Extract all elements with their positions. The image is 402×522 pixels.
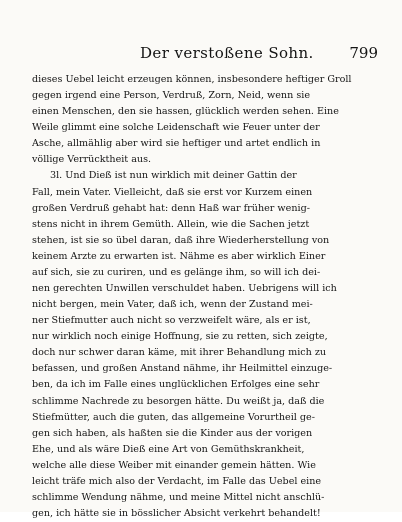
text-line: gen, ich hätte sie in bösslicher Absicht verkehrt behandelt! [32,508,321,520]
paragraph-start-line: 3l. Und Dieß ist nun wirklich mit deiner Gattin der [50,170,297,182]
text-line: einen Menschen, den sie hassen, glücklich werden sehen. Eine [32,106,339,118]
text-line: keinem Arzte zu erwarten ist. Nähme es aber wirklich Einer [32,250,326,262]
text-line: dieses Uebel leicht erzeugen können, insbesondere heftiger Groll [32,74,352,85]
text-line: Weile glimmt eine solche Leidenschaft wie Feuer unter der [32,122,320,134]
text-line: Asche, allmählig aber wird sie heftiger und artet endlich in [32,138,321,150]
text-line: Ehe, und als wäre Dieß eine Art von Gemüthskrankheit, [32,443,305,455]
text-line: welche alle diese Weiber mit einander gemein hätten. Wie [32,459,316,471]
page-header [32,44,378,66]
text-line: Fall, mein Vater. Vielleicht, daß sie erst vor Kurzem einen [32,186,313,198]
page-number: 799 [349,44,378,62]
text-line: ben, da ich im Falle eines unglücklichen Erfolges eine sehr [32,379,320,391]
body-text [32,72,378,522]
text-line: auf sich, sie zu curiren, und es gelänge ihm, so will ich dei- [32,266,321,278]
text-line: nur wirklich noch einige Hoffnung, sie zu retten, sich zeigte, [32,331,328,343]
text-line: Stiefmütter, auch die guten, das allgemeine Vorurtheil ge- [32,411,315,423]
text-line: stens nicht in ihrem Gemüth. Allein, wie die Sachen jetzt [32,218,310,230]
text-line: nicht bergen, mein Vater, daß ich, wenn der Zustand mei- [32,299,313,311]
text-line: nen gerechten Unwillen verschuldet haben. Uebrigens will ich [32,283,337,295]
text-line: großen Verdruß gehabt hat: denn Haß war früher wenig- [32,202,310,214]
text-line: leicht träfe mich also der Verdacht, im Falle das Uebel eine [32,475,322,487]
text-line: doch nur schwer daran käme, mit ihrer Behandlung mich zu [32,347,327,359]
running-title: Der verstoßene Sohn. [140,44,314,62]
text-line: gen sich haben, als haßten sie die Kinder aus der vorigen [32,427,313,439]
text-line: schlimme Nachrede zu besorgen hätte. Du weißt ja, daß die [32,395,325,407]
text-line: ner Stiefmutter auch nicht so verzweifelt wäre, als er ist, [32,315,311,327]
text-line: völlige Verrücktheit aus. [32,154,152,166]
text-line: schlimme Wendung nähme, und meine Mittel nicht anschlü- [32,492,325,504]
text-line: befassen, und großen Anstand nähme, ihr Heilmittel einzuge- [32,363,333,375]
text-line: stehen, ist sie so übel daran, daß ihre Wiederherstellung von [32,234,330,246]
text-line: gegen irgend eine Person, Verdruß, Zorn, Neid, wenn sie [32,90,311,102]
